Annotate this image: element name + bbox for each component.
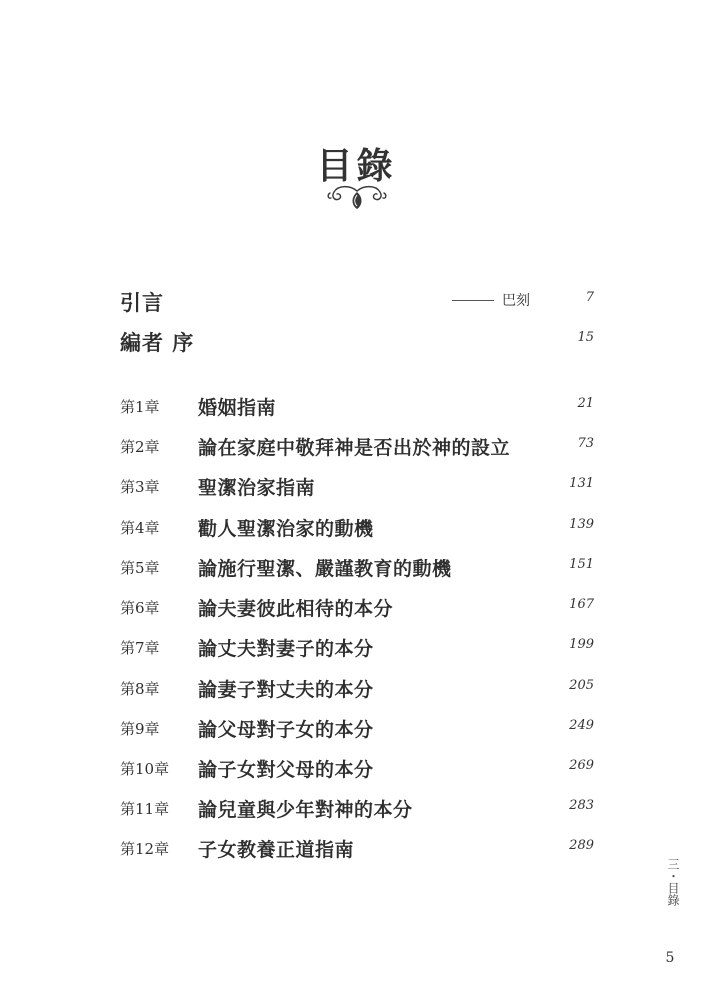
chapter-number: 第4章 [120, 519, 160, 537]
chapter-number: 第11章 [120, 800, 170, 818]
chapter-number: 第8章 [120, 680, 160, 698]
toc-row-chapter[interactable] [0, 554, 713, 588]
toc-row-editor-preface[interactable] [0, 327, 713, 361]
toc-row-introduction[interactable] [0, 287, 713, 321]
toc-row-chapter[interactable] [0, 715, 713, 749]
chapter-title: 婚姻指南 [198, 397, 277, 419]
toc-page-number: 283 [569, 798, 594, 813]
chapter-number: 第10章 [120, 760, 170, 778]
chapter-title: 勸人聖潔治家的動機 [198, 518, 374, 540]
toc-page-number: 21 [577, 396, 594, 411]
toc-label: 引言 [120, 290, 164, 315]
chapter-title: 論妻子對丈夫的本分 [198, 679, 374, 701]
toc-page-number: 205 [569, 678, 594, 693]
toc-page-number: 15 [577, 330, 594, 345]
toc-page-number: 249 [569, 718, 594, 733]
flourish-ornament-icon [326, 183, 388, 213]
toc-page-number: 73 [577, 436, 594, 451]
chapter-number: 第2章 [120, 438, 160, 456]
chapter-title: 論夫妻彼此相待的本分 [198, 598, 394, 620]
toc-page-number: 289 [569, 838, 594, 853]
chapter-number: 第3章 [120, 478, 160, 496]
chapter-title: 論父母對子女的本分 [198, 719, 374, 741]
chapter-title: 論子女對父母的本分 [198, 759, 374, 781]
running-head [664, 858, 680, 911]
toc-row-chapter[interactable] [0, 675, 713, 709]
chapter-number: 第6章 [120, 599, 160, 617]
toc-row-chapter[interactable] [0, 634, 713, 668]
chapter-number: 第1章 [120, 398, 160, 416]
toc-row-chapter[interactable] [0, 795, 713, 829]
em-dash-rule [452, 300, 494, 301]
running-head-text: 三・目錄 [666, 858, 680, 906]
chapter-title: 聖潔治家指南 [198, 477, 316, 499]
toc-row-chapter[interactable] [0, 473, 713, 507]
chapter-number: 第12章 [120, 840, 170, 858]
toc-page-number: 167 [569, 597, 594, 612]
toc-page-number: 7 [585, 290, 594, 305]
chapter-number: 第5章 [120, 559, 160, 577]
page-number-folio: 5 [665, 950, 675, 966]
chapter-title: 論丈夫對妻子的本分 [198, 638, 374, 660]
toc-row-chapter[interactable] [0, 393, 713, 427]
toc-row-chapter[interactable] [0, 755, 713, 789]
toc-page-number: 131 [569, 476, 594, 491]
toc-row-chapter[interactable] [0, 433, 713, 467]
toc-page-number: 199 [569, 637, 594, 652]
chapter-number: 第7章 [120, 639, 160, 657]
toc-page-number: 139 [569, 517, 594, 532]
toc-row-chapter[interactable] [0, 514, 713, 548]
chapter-title: 論在家庭中敬拜神是否出於神的設立 [198, 437, 511, 459]
chapter-title: 論施行聖潔、嚴謹教育的動機 [198, 558, 452, 580]
chapter-number: 第9章 [120, 720, 160, 738]
page-title: 目錄 [316, 145, 397, 187]
chapter-title: 子女教養正道指南 [198, 839, 355, 861]
chapter-title: 論兒童與少年對神的本分 [198, 799, 413, 821]
toc-row-chapter[interactable] [0, 594, 713, 628]
author-name: 巴刻 [502, 293, 530, 309]
toc-author-credit [452, 290, 530, 310]
toc-page-number: 151 [569, 557, 594, 572]
toc-label: 編者 序 [120, 330, 195, 355]
toc-row-chapter[interactable] [0, 835, 713, 869]
toc-page-number: 269 [569, 758, 594, 773]
